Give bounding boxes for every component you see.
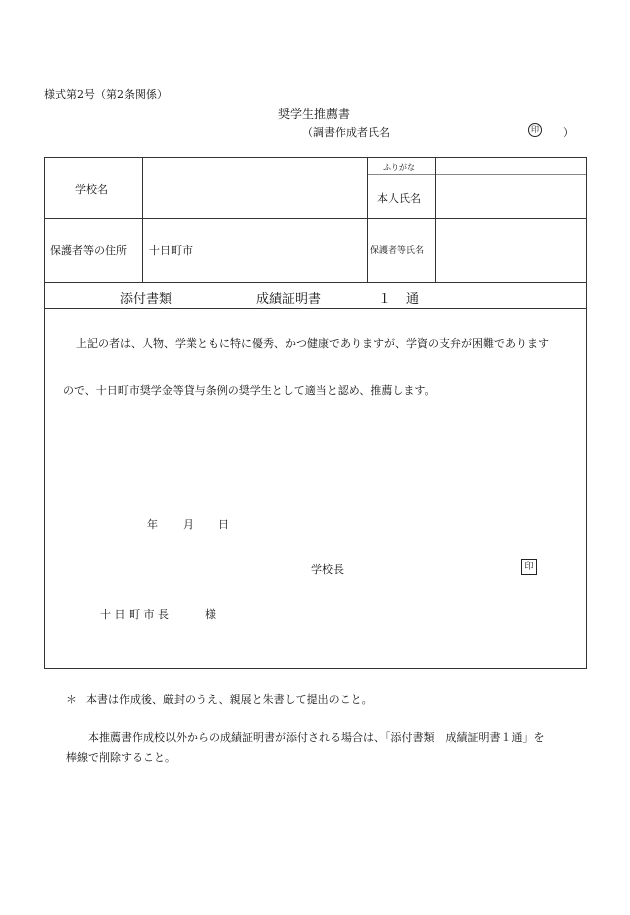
- addressee: 十 日 町 市 長: [100, 608, 169, 621]
- principal-label: 学校長: [311, 563, 344, 576]
- note-2-line-1: 本推薦書作成校以外からの成績証明書が添付される場合は、「添付書類 成績証明書１通」を: [88, 731, 545, 744]
- col-divider: [435, 158, 436, 282]
- closing-paren: ）: [563, 126, 574, 139]
- student-name-label: 本人氏名: [377, 192, 421, 205]
- attachments-count: １: [378, 292, 392, 307]
- seal-mark: 印: [521, 559, 537, 575]
- principal-seal: [521, 559, 537, 575]
- date-month: 月: [183, 518, 194, 531]
- attachments-document: 成績証明書: [256, 292, 322, 307]
- student-name-field[interactable]: [440, 178, 580, 214]
- furigana-divider: [367, 174, 586, 175]
- preparer-seal: [528, 122, 542, 137]
- furigana-label: ふりがな: [383, 163, 415, 172]
- guardian-address-label: 保護者等の住所: [50, 244, 127, 257]
- row-divider: [45, 282, 586, 283]
- seal-mark: 印: [528, 123, 542, 137]
- document-title: 奨学生推薦書: [278, 107, 351, 121]
- school-name-label: 学校名: [75, 183, 108, 196]
- col-divider: [367, 158, 368, 282]
- body-line-2: ので、十日町市奨学金等貸与条例の奨学生として適当と認め、推薦します。: [63, 384, 436, 397]
- body-line-1: 上記の者は、人物、学業ともに特に優秀、かつ健康でありますが、学資の支弁が困難であります: [76, 337, 549, 350]
- honorific: 様: [205, 608, 216, 621]
- col-divider: [142, 158, 143, 282]
- note-1: 本書は作成後、厳封のうえ、親展と朱書して提出のこと。: [86, 693, 373, 706]
- school-name-field[interactable]: [155, 166, 360, 212]
- attachments-unit: 通: [406, 292, 420, 307]
- date-year: 年: [147, 518, 158, 531]
- date-day: 日: [218, 518, 229, 531]
- row-divider: [45, 218, 586, 219]
- guardian-address-value[interactable]: 十日町市: [149, 244, 193, 257]
- row-divider: [45, 308, 586, 309]
- form-number: 様式第2号（第2条関係）: [44, 88, 168, 101]
- attachments-label: 添付書類: [120, 292, 173, 307]
- guardian-name-label: 保護者等氏名: [370, 246, 425, 256]
- recommendation-form-table: [44, 157, 587, 669]
- preparer-line: （調書作成者氏名: [302, 126, 390, 139]
- guardian-name-field[interactable]: [440, 226, 580, 276]
- note-2-line-2: 棒線で削除すること。: [66, 751, 176, 764]
- note-bullet: ＊: [66, 693, 77, 706]
